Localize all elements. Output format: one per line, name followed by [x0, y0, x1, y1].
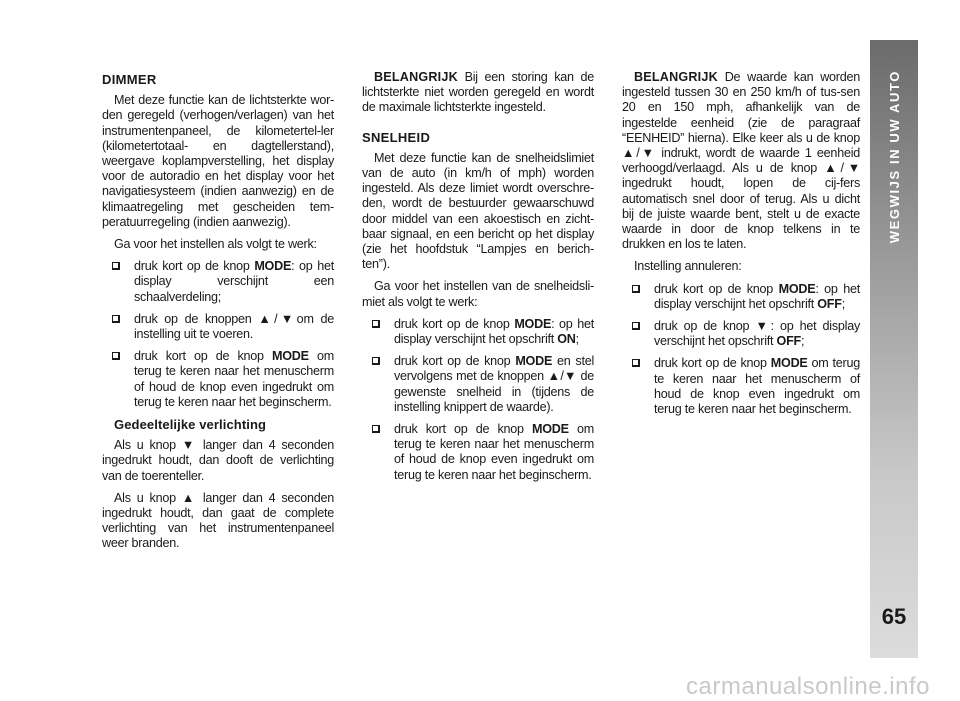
page-number: 65: [881, 604, 907, 629]
cancel-steps: [622, 282, 860, 418]
checkbox-bullet-icon: [112, 262, 120, 270]
list-item: druk op de knoppen ▲/▼om de instelling uit te voeren.: [112, 312, 334, 342]
chapter-title: WEGWIJS IN UW AUTO: [886, 70, 902, 244]
column-dimmer: [102, 70, 334, 559]
partial-lighting-on: Als u knop ▲ langer dan 4 seconden ingedrukt houdt, dan gaat de complete verlichting van het instrumentenpaneel weer branden.: [102, 490, 334, 551]
checkbox-bullet-icon: [112, 315, 120, 323]
speed-instructions-intro: Ga voor het instellen van de snelheidsli-miet als volgt te werk:: [362, 279, 594, 309]
list-item: druk kort op de knop MODE om terug te keren naar het menuscherm of houd de knop even ingedrukt om terug te keren naar het beginscherm.: [632, 356, 860, 417]
list-item: druk kort op de knop MODE: op het display verschijnt het opschrift ON;: [372, 317, 594, 347]
checkbox-bullet-icon: [112, 352, 120, 360]
list-item: druk kort op de knop MODE om terug te keren naar het menuscherm of houd de knop even ingedrukt om terug te keren naar het beginscherm.: [372, 422, 594, 483]
speed-steps: [362, 317, 594, 483]
checkbox-bullet-icon: [632, 359, 640, 367]
list-item: druk kort op de knop MODE om terug te keren naar het menuscherm of houd de knop even ingedrukt om terug te keren naar het beginscherm.: [112, 349, 334, 410]
cancel-setting-intro: Instelling annuleren:: [634, 259, 742, 274]
important-note-speed-range: BELANGRIJK De waarde kan worden ingesteld tussen 30 en 250 km/h of tus-sen 20 en 150 mph, afhankelijk van de ingestelde eenheid (zie de paragraaf “EENHEID” hierna). Elke keer als u de knop ▲/▼ indrukt, wordt de waarde 1 eenheid verhoogd/verlaagd. Als u de knop ▲/▼ ingedrukt houdt, lopen de cij-fers automatisch snel door of terug. Als u dicht bij de juiste waarde bent, stelt u de exacte waarde in door de knop telkens in te drukken en los te laten.: [622, 70, 860, 252]
speed-description: Met deze functie kan de snelheidslimiet van de auto (in km/h of mph) worden ingesteld. Als deze limiet wordt overschre-den, wordt de bestuurder gewaarschuwd door middel van een akoestisch en zicht-baar signaal, en een bericht op het display (zie het hoofdstuk “Lampjes en berich-ten”).: [362, 150, 594, 272]
section-heading-dimmer: DIMMER: [102, 72, 157, 87]
checkbox-bullet-icon: [632, 322, 640, 330]
section-heading-speed: SNELHEID: [362, 129, 431, 145]
list-item: druk kort op de knop MODE: op het display verschijnt een schaalverdeling;: [112, 259, 334, 305]
dimmer-description: Met deze functie kan de lichtsterkte wor-den geregeld (verhogen/verlagen) van het instrumentenpaneel, de kilometertel-ler (kilometertotaal- en dagtellerstand), weergave koplampverstelling, het display voor de autoradio en het display voor het navigatiesysteem (indien aanwezig) en de klimaatregeling met gescheiden tem-peratuurregeling (indien aanwezig).: [102, 93, 334, 229]
watermark: carmanualsonline.info: [686, 673, 930, 700]
subheading-partial-lighting: Gedeeltelijke verlichting: [114, 417, 267, 433]
list-item: druk kort op de knop MODE: op het display verschijnt het opschrift OFF;: [632, 282, 860, 312]
dimmer-instructions-intro: Ga voor het instellen als volgt te werk:: [114, 237, 317, 252]
important-note-dimmer: BELANGRIJK Bij een storing kan de lichtsterkte niet worden geregeld en wordt de maximale lichtsterkte ingesteld.: [362, 70, 594, 115]
partial-lighting-off: Als u knop ▼ langer dan 4 seconden ingedrukt houdt, dan dooft de verlichting van de toerenteller.: [102, 438, 334, 483]
column-speed-continued: [622, 70, 860, 424]
checkbox-bullet-icon: [632, 285, 640, 293]
list-item: druk op de knop ▼: op het display verschijnt het opschrift OFF;: [632, 319, 860, 349]
dimmer-steps: [102, 259, 334, 410]
checkbox-bullet-icon: [372, 425, 380, 433]
column-speed: [362, 70, 594, 490]
checkbox-bullet-icon: [372, 320, 380, 328]
list-item: druk kort op de knop MODE en stel vervolgens met de knoppen ▲/▼ de gewenste snelheid in (tijdens de instelling knippert de waarde).: [372, 354, 594, 415]
checkbox-bullet-icon: [372, 357, 380, 365]
